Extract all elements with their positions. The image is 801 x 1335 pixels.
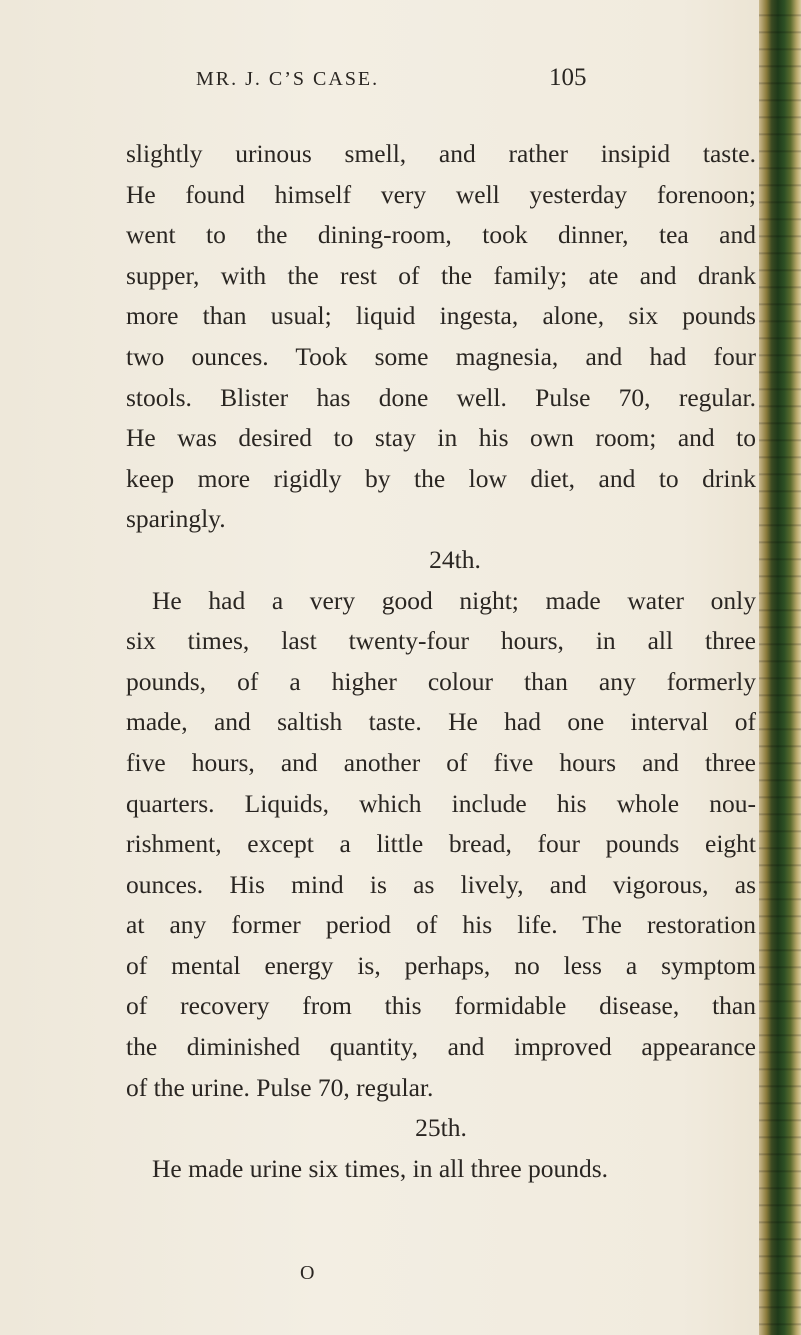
text-line: went to the dining-room, took dinner, tea and — [126, 220, 756, 250]
text-line: rishment, except a little bread, four pounds eight — [126, 829, 756, 859]
text-line: six times, last twenty-four hours, in all three — [126, 626, 756, 656]
text-line: sparingly. — [126, 504, 226, 534]
text-line: supper, with the rest of the family; ate and drank — [126, 260, 756, 290]
text-line: stools. Blister has done well. Pulse 70, regular. — [126, 382, 756, 412]
text-line: keep more rigidly by the low diet, and to drink — [126, 463, 756, 493]
text-line: made, and saltish taste. He had one interval of — [126, 707, 756, 737]
text-line: pounds, of a higher colour than any formerly — [126, 666, 756, 696]
date-heading-25th: 25th. — [415, 1113, 467, 1143]
text-line: five hours, and another of five hours and three — [126, 747, 756, 777]
page-number: 105 — [549, 64, 587, 91]
text-line: of mental energy is, perhaps, no less a symptom — [126, 950, 756, 980]
text-line: of the urine. Pulse 70, regular. — [126, 1072, 434, 1102]
text-line: quarters. Liquids, which include his whole nou- — [126, 788, 756, 818]
text-line: at any former period of his life. The restoration — [126, 910, 756, 940]
date-heading-24th: 24th. — [429, 544, 481, 574]
text-line: more than usual; liquid ingesta, alone, six pounds — [126, 301, 756, 331]
text-line: ounces. His mind is as lively, and vigorous, as — [126, 869, 756, 899]
text-line: He had a very good night; made water only — [152, 585, 756, 615]
text-line: the diminished quantity, and improved appearance — [126, 1032, 756, 1062]
running-head: MR. J. C’S CASE. — [196, 68, 380, 90]
text-line: slightly urinous smell, and rather insipid taste. — [126, 139, 756, 168]
signature-mark: O — [300, 1262, 315, 1284]
text-line: He found himself very well yesterday forenoon; — [126, 179, 756, 209]
body-text — [126, 134, 756, 1189]
text-line: He was desired to stay in his own room; and to — [126, 423, 756, 453]
text-line: two ounces. Took some magnesia, and had four — [126, 341, 756, 371]
text-line: of recovery from this formidable disease, than — [126, 991, 756, 1021]
book-spine-edge — [759, 0, 801, 1335]
text-line: He made urine six times, in all three pounds. — [152, 1153, 609, 1183]
page-header — [196, 64, 616, 104]
